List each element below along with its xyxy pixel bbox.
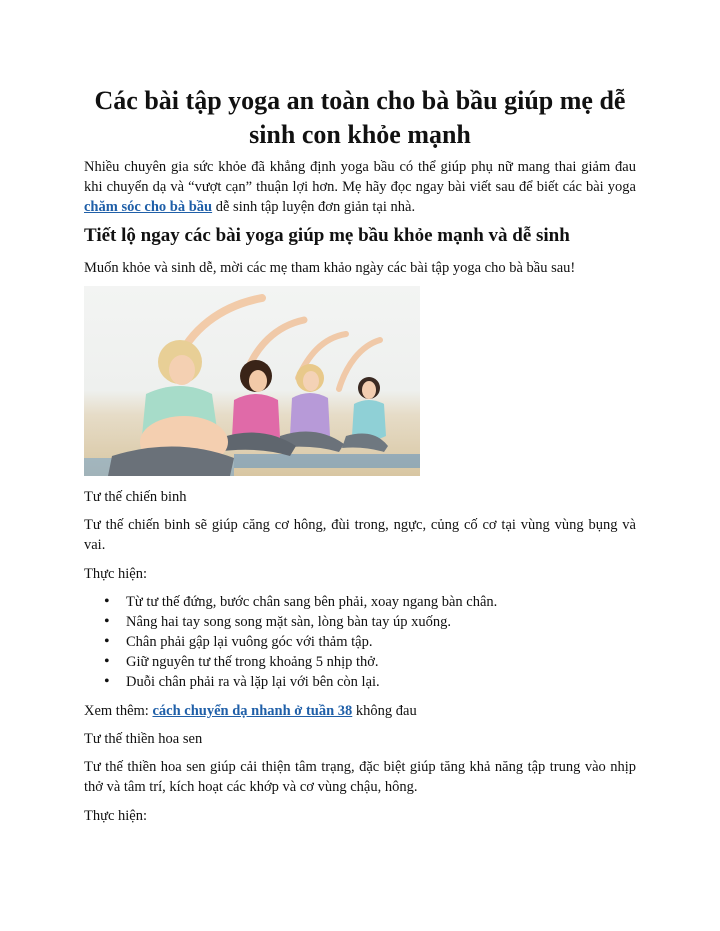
see-more-paragraph [84, 701, 636, 721]
list-item: • Nâng hai tay song song mặt sàn, lòng bàn tay úp xuống. [84, 612, 636, 632]
see-more-link[interactable]: cách chuyển dạ nhanh ở tuần 38 [152, 703, 353, 719]
pose1-description: Tư thế chiến binh sẽ giúp căng cơ hông, đùi trong, ngực, củng cố cơ tại vùng vùng bụng và vai. [84, 517, 636, 553]
list-item: • Duỗi chân phải ra và lặp lại với bên còn lại. [84, 672, 636, 692]
section-heading: Tiết lộ ngay các bài yoga giúp mẹ bầu khỏe mạnh và dễ sinh [84, 225, 570, 246]
yoga-photo-illustration [84, 286, 420, 476]
list-item: • Từ tư thế đứng, bước chân sang bên phải, xoay ngang bàn chân. [84, 592, 636, 612]
intro-text-before: Nhiều chuyên gia sức khỏe đã khẳng định yoga bầu có thể giúp phụ nữ mang thai giảm đau khi chuyển dạ và “vượt cạn” thuận lợi hơn. Mẹ hãy đọc ngay bài viết sau để biết các bài yoga [84, 159, 636, 195]
intro-paragraph [84, 157, 636, 217]
intro-text-after: dễ sinh tập luyện đơn giản tại nhà. [212, 199, 416, 215]
intro-link[interactable]: chăm sóc cho bà bầu [84, 199, 213, 215]
section-intro: Muốn khỏe và sinh dễ, mời các mẹ tham khảo ngày các bài tập yoga cho bà bầu sau! [84, 260, 576, 276]
list-item: • Chân phải gập lại vuông góc với thảm tập. [84, 632, 636, 652]
article-title: Các bài tập yoga an toàn cho bà bầu giúp mẹ dễ sinh con khỏe mạnh [94, 86, 626, 149]
list-item: • Giữ nguyên tư thế trong khoảng 5 nhịp thở. [84, 652, 636, 672]
pose2-steps-label: Thực hiện: [84, 808, 148, 824]
yoga-photo [84, 286, 420, 476]
see-more-suffix: không đau [352, 703, 417, 719]
pose2-name: Tư thế thiền hoa sen [84, 731, 203, 747]
pose1-steps-label: Thực hiện: [84, 566, 148, 582]
pose1-steps-list [84, 592, 636, 692]
see-more-prefix: Xem thêm: [84, 703, 153, 719]
pose2-description: Tư thế thiền hoa sen giúp cải thiện tâm trạng, đặc biệt giúp tăng khả năng tập trung vào nhịp thở và tâm trí, kích hoạt các khớp và cơ vùng chậu, hông. [84, 759, 636, 795]
pose1-name: Tư thế chiến binh [84, 489, 187, 505]
